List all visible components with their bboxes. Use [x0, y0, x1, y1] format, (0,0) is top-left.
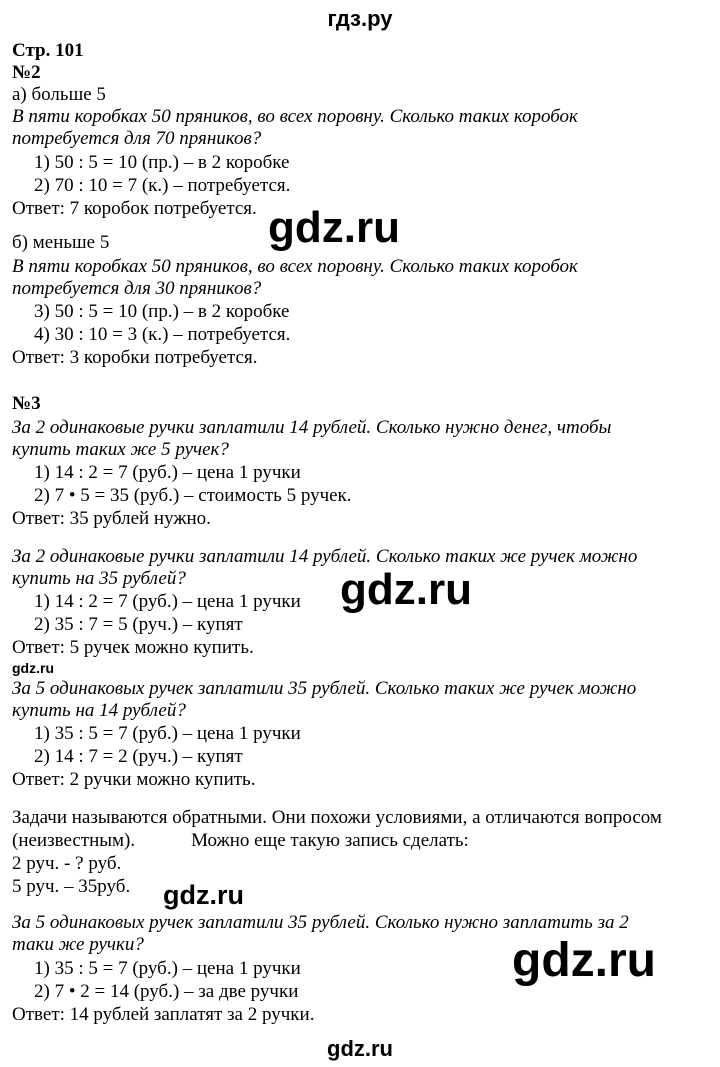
watermark-large-2: gdz.ru	[340, 565, 472, 614]
task2-number: №2	[12, 62, 41, 83]
task3-p3-problem-line1: За 5 одинаковых ручек заплатили 35 рублей. Сколько таких же ручек можно	[12, 678, 637, 699]
task2b-problem-line1: В пяти коробках 50 пряников, во всех поровну. Сколько таких коробок	[12, 256, 578, 277]
task3-p4-problem-line1: За 5 одинаковых ручек заплатили 35 рублей. Сколько нужно заплатить за 2	[12, 912, 629, 933]
task3-p4-answer: Ответ: 14 рублей заплатят за 2 ручки.	[12, 1004, 315, 1025]
task2a-step2: 2) 70 : 10 = 7 (к.) – потребуется.	[34, 175, 291, 196]
task3-p3-step1: 1) 35 : 5 = 7 (руб.) – цена 1 ручки	[34, 723, 301, 744]
task3-p4-step2: 2) 7 • 2 = 14 (руб.) – за две ручки	[34, 981, 299, 1002]
task3-p2-problem-line1: За 2 одинаковые ручки заплатили 14 рублей. Сколько таких же ручек можно	[12, 546, 638, 567]
task3-p4-problem-line2: таки же ручки?	[12, 934, 144, 955]
task3-p1-problem-line1: За 2 одинаковые ручки заплатили 14 рублей. Сколько нужно денег, чтобы	[12, 417, 612, 438]
task3-p2-problem-line2: купить на 35 рублей?	[12, 568, 186, 589]
task2a-label: а) больше 5	[12, 84, 106, 105]
task2b-step1: 3) 50 : 5 = 10 (пр.) – в 2 коробке	[34, 301, 290, 322]
watermark-footer: gdz.ru	[327, 1036, 393, 1061]
watermark-large-3: gdz.ru	[512, 934, 656, 987]
task3-note-line2b: Можно еще такую запись сделать:	[191, 830, 469, 851]
task3-p2-step1: 1) 14 : 2 = 7 (руб.) – цена 1 ручки	[34, 591, 301, 612]
task3-note-line2	[12, 830, 469, 852]
task2b-step2: 4) 30 : 10 = 3 (к.) – потребуется.	[34, 324, 291, 345]
site-header: гдз.ру	[327, 6, 393, 31]
task3-p2-answer: Ответ: 5 ручек можно купить.	[12, 637, 254, 658]
task3-p1-problem-line2: купить таких же 5 ручек?	[12, 439, 229, 460]
task2b-problem-line2: потребуется для 30 пряников?	[12, 278, 262, 299]
task3-record2: 5 руч. – 35руб.	[12, 876, 131, 897]
task3-p3-problem-line2: купить на 14 рублей?	[12, 700, 186, 721]
task2a-problem-line2: потребуется для 70 пряников?	[12, 128, 262, 149]
watermark-small: gdz.ru	[12, 660, 54, 676]
task3-note-line1: Задачи называются обратными. Они похожи условиями, а отличаются вопросом	[12, 807, 662, 828]
task2a-answer: Ответ: 7 коробок потребуется.	[12, 198, 257, 219]
task3-p3-answer: Ответ: 2 ручки можно купить.	[12, 769, 256, 790]
task3-p1-step1: 1) 14 : 2 = 7 (руб.) – цена 1 ручки	[34, 462, 301, 483]
task2a-problem-line1: В пяти коробках 50 пряников, во всех поровну. Сколько таких коробок	[12, 106, 578, 127]
task2a-step1: 1) 50 : 5 = 10 (пр.) – в 2 коробке	[34, 152, 290, 173]
task2b-answer: Ответ: 3 коробки потребуется.	[12, 347, 258, 368]
watermark-large: gdz.ru	[268, 203, 400, 252]
task3-note-line2a: (неизвестным).	[12, 830, 136, 851]
task3-p4-step1: 1) 35 : 5 = 7 (руб.) – цена 1 ручки	[34, 958, 301, 979]
task3-p3-step2: 2) 14 : 7 = 2 (руч.) – купят	[34, 746, 243, 767]
task3-record1: 2 руч. - ? руб.	[12, 853, 122, 874]
task3-p1-step2: 2) 7 • 5 = 35 (руб.) – стоимость 5 ручек.	[34, 485, 352, 506]
watermark-medium: gdz.ru	[163, 880, 244, 910]
task3-p2-step2: 2) 35 : 7 = 5 (руч.) – купят	[34, 614, 243, 635]
page-label: Стр. 101	[12, 40, 84, 61]
task2b-label: б) меньше 5	[12, 232, 110, 253]
task3-p1-answer: Ответ: 35 рублей нужно.	[12, 508, 211, 529]
task3-number: №3	[12, 393, 41, 414]
